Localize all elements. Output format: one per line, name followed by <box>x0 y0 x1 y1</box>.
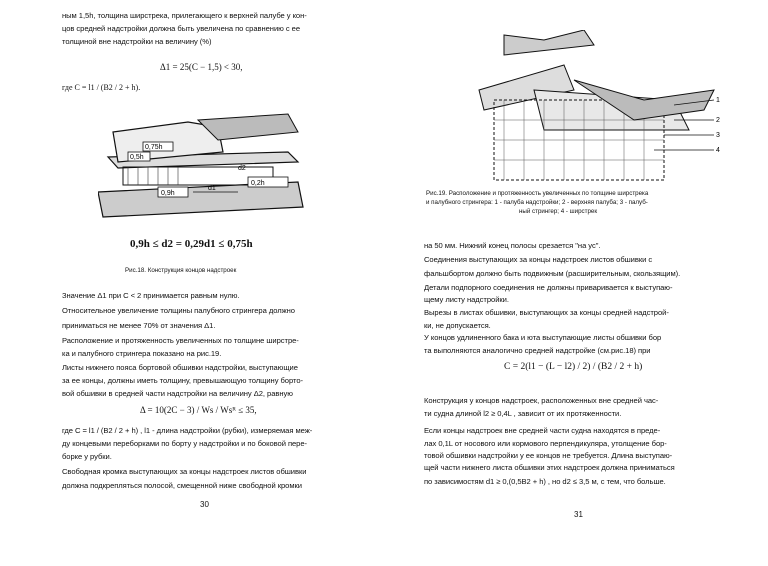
text-line: щему листу надстройки. <box>424 295 509 304</box>
page-number: 30 <box>200 500 209 509</box>
text-line: Вырезы в листах обшивки, выступающих за концы средней надстрой- <box>424 308 669 317</box>
text-line: ти судна длиной l2 ≥ 0,4L , зависит от их протяженности. <box>424 409 622 418</box>
text-line: борке у рубки. <box>62 452 112 461</box>
text-line: Конструкция у концов надстроек, расположенных вне средней час- <box>424 396 659 405</box>
figure-18-superstructure-end <box>98 112 308 222</box>
fig19-callout: 2 <box>716 117 720 124</box>
text-line: та выполняются аналогично средней надстройке (см.рис.18) при <box>424 346 651 355</box>
text-line: Детали подпорного соединения не должны приваривается к выступаю- <box>424 283 673 292</box>
fig18-label: 0,9h <box>161 190 175 197</box>
text-line: на 50 мм. Нижний конец полосы срезается "на ус". <box>424 241 601 250</box>
fig19-callout: 4 <box>716 147 720 154</box>
text-line: вой обшивки в средней части надстройки на величину Δ2, равную <box>62 389 293 398</box>
text-line: У концов удлиненного бака и юта выступающие листы обшивки бор <box>424 333 662 342</box>
fig19-callout: 1 <box>716 97 720 104</box>
text-line: цов средней надстройки должна быть увеличена по сравнению с ее <box>62 24 300 33</box>
figure-18-caption: Рис.18. Конструкция концов надстроек <box>125 267 237 274</box>
fig18-label: 0,75h <box>145 144 163 151</box>
text-line: ным 1,5h, толщина ширстрека, прилегающего к верхней палубе у кон- <box>62 11 307 20</box>
text-line: приниматься не менее 70% от значения Δ1. <box>62 321 216 330</box>
figure-19-sheerstrake-layout <box>474 30 724 210</box>
formula-c: C = 2(l1 − (L − l2) / 2) / (B2 / 2 + h) <box>504 362 643 372</box>
fig19-callout: 3 <box>716 132 720 139</box>
text-line: ки, не допускается. <box>424 321 491 330</box>
text-line: ду концевыми переборками по борту у надстройки и по боковой пере- <box>62 439 308 448</box>
page-number: 31 <box>574 510 583 519</box>
text-line: где C = l1 / (B2 / 2 + h) , l1 - длина надстройки (рубки), измеряемая меж- <box>62 426 313 435</box>
text-line: Относительное увеличение толщины палубного стрингера должно <box>62 306 295 315</box>
text-line: ка и палубного стрингера показано на рис.19. <box>62 349 222 358</box>
text-line: Если концы надстроек вне средней части судна находятся в преде- <box>424 426 661 435</box>
text-line: Свободная кромка выступающих за концы надстроек листов обшивки <box>62 467 307 476</box>
fig18-label: d1 <box>208 185 216 192</box>
text-line: должна подкрепляться полосой, смещенной ниже свободной кромки <box>62 481 302 490</box>
fig18-label: d2 <box>238 165 246 172</box>
text-line: Расположение и протяженность увеличенных по толщине ширстре- <box>62 336 299 345</box>
text-line: за ее концы, должны иметь толщину, превышающую толщину борто- <box>62 376 303 385</box>
text-line: по зависимостям d1 ≥ 0,(0,5B2 + h) , но d2 ≤ 3,5 м, с тем, что больше. <box>424 477 666 486</box>
fig18-label: 0,5h <box>130 154 144 161</box>
text-line: щей части нижнего листа обшивки этих надстроек должна приниматься <box>424 463 675 472</box>
text-line: товой обшивки надстройки у ее концов не требуется. Длина выступаю- <box>424 451 673 460</box>
text-line: лах 0,1L от носового или кормового перпендикуляра, утолщение бор- <box>424 439 667 448</box>
formula-delta1: Δ1 = 25(C − 1,5) < 30, <box>160 62 243 72</box>
formula-where-c: где C = l1 / (B2 / 2 + h). <box>62 83 141 92</box>
fig18-label: 0,2h <box>251 180 265 187</box>
text-line: Соединения выступающих за концы надстроек листов обшивки с <box>424 255 653 264</box>
text-line: толщиной вне надстройки на величину (%) <box>62 37 212 46</box>
figure-18-formula: 0,9h ≤ d2 = 0,29d1 ≤ 0,75h <box>130 238 253 250</box>
text-line: Листы нижнего пояса бортовой обшивки надстройки, выступающие <box>62 363 298 372</box>
text-line: Значение Δ1 при C < 2 принимается равным нулю. <box>62 291 240 300</box>
right-page: 1 2 3 4 Рис.19. Расположение и протяженность увеличенных по толщине ширстрека и палубного стрингера: 1 - палуба надстройки; 2 - верхняя палуба; 3 - палуб- ный стрингер; 4 - ширстрек на 50 мм. Нижний конец полосы срезается "на ус". Соединения выступающих за концы надстроек листов обшивки с фальшбортом должно быть подвижным (расширительным, скользящим). Детали подпорного соединения не должны приваривается к выступаю- щему листу надстройки. Вырезы в листах обшивки, выступающих за концы средней надстрой- ки, не допускается. У концов удлиненного бака и юта выступающие листы обшивки бор та выполняются аналогично средней надстройке (см.рис.18) при C = 2(l1 − (L − l2) / 2) / (B2 / 2 + h) Конструкция у концов надстроек, расположенных вне средней час- ти судна длиной l2 ≥ 0,4L , зависит от их протяженности. Если концы надстроек вне средней части судна находятся в преде- лах 0,1L от носового или кормового перпендикуляра, утолщение бор- товой обшивки надстройки у ее концов не требуется. Длина выступаю- щей части нижнего листа обшивки этих надстроек должна приниматься по зависимостям d1 ≥ 0,(0,5B2 + h) , но d2 ≤ 3,5 м, с тем, что больше. 31 <box>384 0 768 566</box>
formula-delta2: Δ = 10(2C − 3) / Ws / Wsᴿ ≤ 35, <box>140 405 257 415</box>
text-line: фальшбортом должно быть подвижным (расширительным, скользящим). <box>424 269 681 278</box>
